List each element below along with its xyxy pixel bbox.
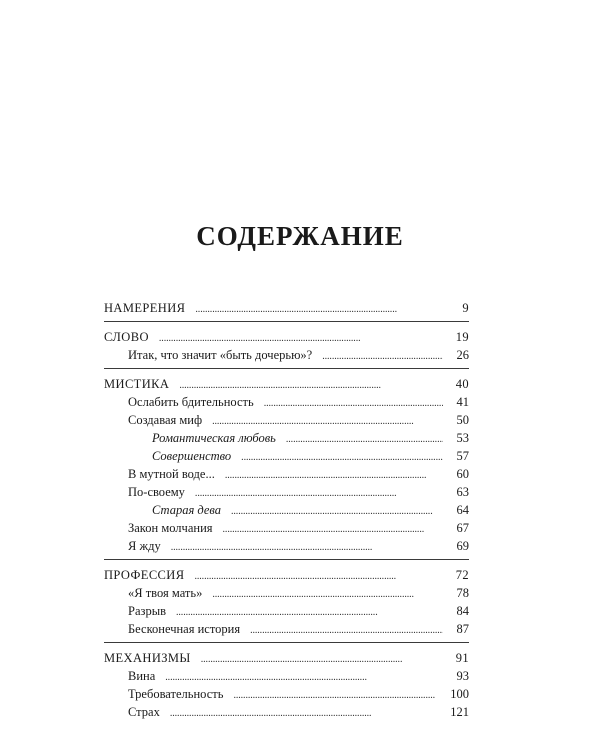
dot-leader bbox=[170, 705, 442, 723]
toc-entry-page-number: 63 bbox=[456, 485, 469, 499]
toc-chapter-entry[interactable] bbox=[104, 649, 469, 667]
toc-chapter-entry[interactable] bbox=[104, 328, 469, 346]
dot-leader bbox=[171, 539, 443, 557]
toc-entry-label: Старая дева bbox=[152, 503, 221, 517]
dot-leader bbox=[241, 449, 443, 467]
toc-entry-page-number: 93 bbox=[456, 669, 469, 683]
toc-entry-label: Я жду bbox=[128, 539, 161, 553]
toc-entry-label: Требовательность bbox=[128, 687, 224, 701]
toc-entry-page-number: 26 bbox=[456, 348, 469, 362]
toc-subentry[interactable] bbox=[104, 537, 469, 555]
toc-section bbox=[104, 649, 469, 725]
toc-entry-page-number: 60 bbox=[456, 467, 469, 481]
toc-entry-page-number: 72 bbox=[455, 568, 469, 582]
dot-leader bbox=[322, 348, 443, 366]
toc-entry-label: По-своему bbox=[128, 485, 185, 499]
dot-leader bbox=[225, 467, 443, 485]
toc-chapter-entry[interactable] bbox=[104, 299, 469, 317]
toc-entry-page-number: 91 bbox=[455, 651, 469, 665]
toc-entry-label: В мутной воде... bbox=[128, 467, 215, 481]
toc-entry-label: Совершенство bbox=[152, 449, 232, 463]
dot-leader bbox=[194, 568, 443, 586]
toc-subentry[interactable] bbox=[104, 602, 469, 620]
toc-entry-label: Романтическая любовь bbox=[152, 431, 276, 445]
toc-subentry[interactable] bbox=[104, 346, 469, 364]
dot-leader bbox=[231, 503, 443, 521]
toc-subentry[interactable] bbox=[104, 483, 469, 501]
toc-entry-label: НАМЕРЕНИЯ bbox=[104, 301, 186, 315]
toc-entry-label: «Я твоя мать» bbox=[128, 586, 203, 600]
toc-entry-page-number: 9 bbox=[462, 301, 469, 315]
toc-entry-page-number: 87 bbox=[456, 622, 469, 636]
toc-entry-page-number: 41 bbox=[456, 395, 469, 409]
toc-entry-label: Ослабить бдительность bbox=[128, 395, 254, 409]
page-title: СОДЕРЖАНИЕ bbox=[196, 221, 404, 251]
toc-subentry[interactable] bbox=[104, 429, 469, 447]
dot-leader bbox=[195, 485, 443, 503]
toc-entry-label: Бесконечная история bbox=[128, 622, 241, 636]
toc-subentry[interactable] bbox=[104, 667, 469, 685]
toc-entry-page-number: 57 bbox=[456, 449, 469, 463]
toc-section bbox=[104, 328, 469, 369]
toc-section bbox=[104, 375, 469, 560]
toc-subentry[interactable] bbox=[104, 620, 469, 638]
toc-entry-label: Страх bbox=[128, 705, 160, 719]
toc-entry-label: Итак, что значит «быть дочерью»? bbox=[128, 348, 313, 362]
toc-entry-page-number: 78 bbox=[456, 586, 469, 600]
toc-entry-page-number: 67 bbox=[456, 521, 469, 535]
toc-entry-label: Закон молчания bbox=[128, 521, 213, 535]
toc-entry-page-number: 69 bbox=[456, 539, 469, 553]
toc-section bbox=[104, 299, 469, 322]
toc-entry-page-number: 19 bbox=[455, 330, 469, 344]
toc-entry-label: СЛОВО bbox=[104, 330, 149, 344]
toc-entry-page-number: 50 bbox=[456, 413, 469, 427]
toc-subentry[interactable] bbox=[104, 411, 469, 429]
dot-leader bbox=[286, 431, 443, 449]
toc-section bbox=[104, 566, 469, 643]
toc-chapter-entry[interactable] bbox=[104, 375, 469, 393]
dot-leader bbox=[201, 651, 443, 669]
dot-leader bbox=[223, 521, 443, 539]
toc-entry-label: Разрыв bbox=[128, 604, 166, 618]
dot-leader bbox=[233, 687, 442, 705]
toc-subentry[interactable] bbox=[104, 584, 469, 602]
toc-subentry[interactable] bbox=[104, 685, 469, 703]
toc-entry-label: МЕХАНИЗМЫ bbox=[104, 651, 191, 665]
dot-leader bbox=[264, 395, 443, 413]
toc-entry-label: Создавая миф bbox=[128, 413, 203, 427]
toc-subentry[interactable] bbox=[104, 393, 469, 411]
dot-leader bbox=[212, 586, 443, 604]
toc-entry-page-number: 64 bbox=[456, 503, 469, 517]
toc-subentry[interactable] bbox=[104, 465, 469, 483]
toc-subentry[interactable] bbox=[104, 703, 469, 721]
toc-entry-page-number: 40 bbox=[455, 377, 469, 391]
toc-entry-page-number: 100 bbox=[450, 687, 469, 701]
table-of-contents bbox=[104, 299, 469, 731]
toc-chapter-entry[interactable] bbox=[104, 566, 469, 584]
toc-entry-label: Вина bbox=[128, 669, 156, 683]
toc-entry-label: ПРОФЕССИЯ bbox=[104, 568, 185, 582]
toc-subentry[interactable] bbox=[104, 447, 469, 465]
toc-subentry[interactable] bbox=[104, 519, 469, 537]
toc-entry-page-number: 121 bbox=[450, 705, 469, 719]
dot-leader bbox=[250, 622, 443, 640]
toc-entry-page-number: 84 bbox=[456, 604, 469, 618]
dot-leader bbox=[195, 301, 443, 319]
toc-entry-label: МИСТИКА bbox=[104, 377, 170, 391]
toc-subentry[interactable] bbox=[104, 501, 469, 519]
toc-entry-page-number: 53 bbox=[456, 431, 469, 445]
